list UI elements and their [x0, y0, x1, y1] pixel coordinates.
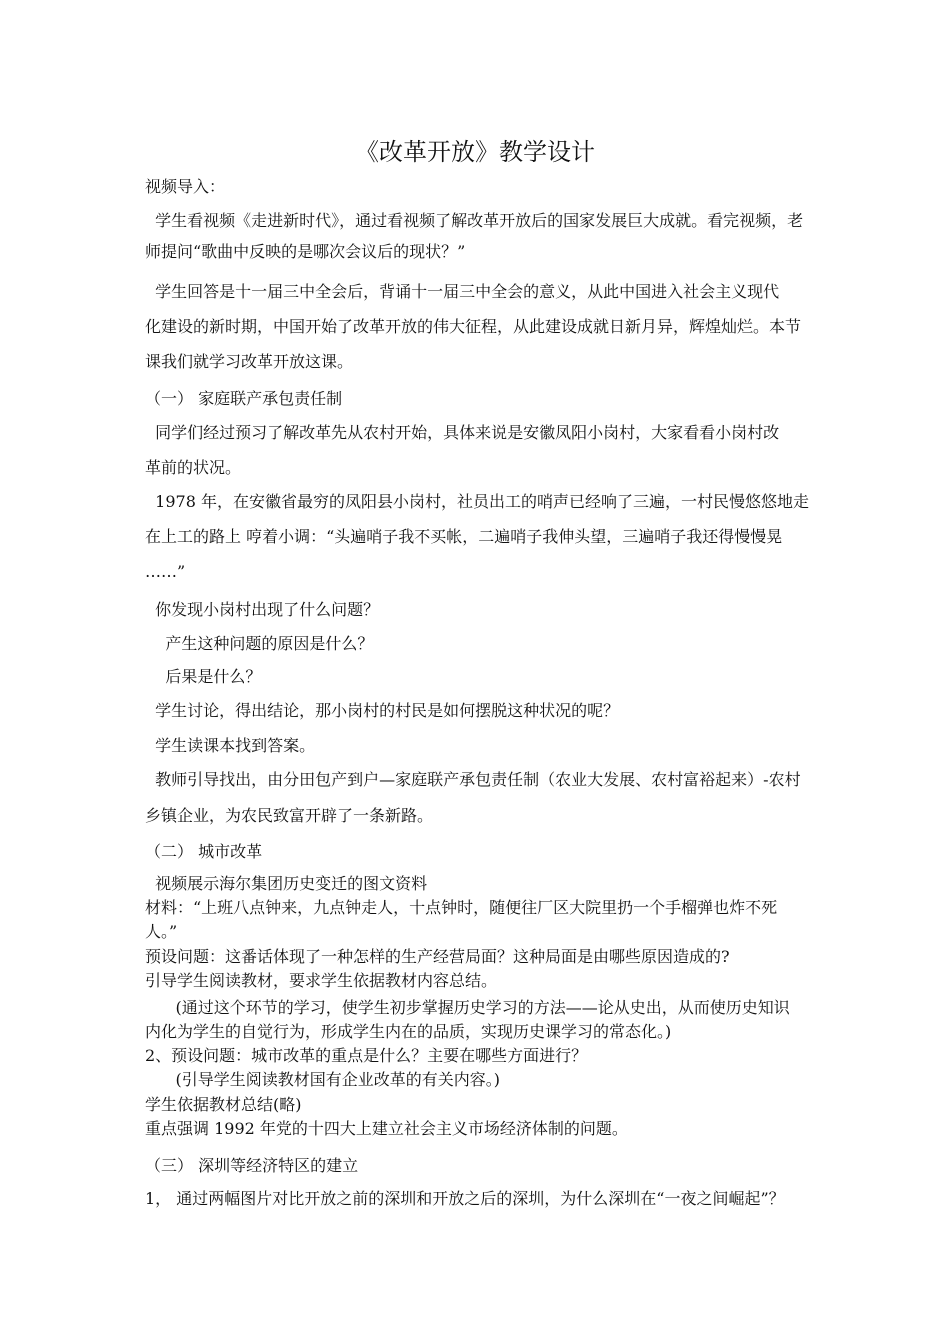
- text-line: 在上工的路上 哼着小调：“头遍哨子我不买帐，二遍哨子我伸头望，三遍哨子我还得慢慢晃: [145, 527, 783, 546]
- text-line: 引导学生阅读教材，要求学生依据教材内容总结。: [145, 971, 498, 990]
- text-line: 重点强调 1992 年党的十四大上建立社会主义市场经济体制的问题。: [145, 1119, 628, 1138]
- text-line: 化建设的新时期，中国开始了改革开放的伟大征程，从此建设成就日新月异，辉煌灿烂。本节: [145, 317, 802, 336]
- text-line: 内化为学生的自觉行为，形成学生内在的品质，实现历史课学习的常态化。): [145, 1022, 672, 1041]
- text-line: 2、预设问题：城市改革的重点是什么？主要在哪些方面进行？: [145, 1046, 588, 1065]
- text-line: 学生读课本找到答案。: [145, 736, 316, 755]
- text-line: 视频展示海尔集团历史变迁的图文资料: [145, 874, 428, 893]
- text-line: ……”: [145, 562, 186, 581]
- text-line: 预设问题：这番话体现了一种怎样的生产经营局面？这种局面是由哪些原因造成的?: [145, 947, 730, 966]
- text-line: 教师引导找出，由分田包产到户—家庭联产承包责任制（农业大发展、农村富裕起来）-农村: [145, 770, 801, 789]
- text-line: 材料：“上班八点钟来，九点钟走人，十点钟时，随便往厂区大院里扔一个手榴弹也炸不死: [145, 898, 778, 917]
- text-line: (通过这个环节的学习，使学生初步掌握历史学习的方法——论从史出，从而使历史知识: [145, 998, 790, 1017]
- text-line: 你发现小岗村出现了什么问题？: [145, 600, 380, 619]
- text-line: 产生这种问题的原因是什么？: [145, 634, 374, 653]
- text-line: 学生回答是十一届三中全会后，背诵十一届三中全会的意义，从此中国进入社会主义现代: [145, 282, 780, 301]
- text-line: 人。”: [145, 922, 178, 941]
- text-line: 师提问“歌曲中反映的是哪次会议后的现状？”: [145, 242, 466, 261]
- text-line: 视频导入：: [145, 177, 226, 196]
- text-line: 1， 通过两幅图片对比开放之前的深圳和开放之后的深圳，为什么深圳在“一夜之间崛起”？: [145, 1189, 785, 1208]
- text-line: 学生依据教材总结(略): [145, 1095, 302, 1114]
- text-line: 学生看视频《走进新时代》，通过看视频了解改革开放后的国家发展巨大成就。看完视频，老: [145, 211, 804, 230]
- text-line: 革前的状况。: [145, 458, 242, 477]
- text-line: 1978 年，在安徽省最穷的凤阳县小岗村，社员出工的哨声已经响了三遍，一村民慢悠悠地走: [145, 492, 809, 511]
- text-line: 学生讨论，得出结论，那小岗村的村民是如何摆脱这种状况的呢？: [145, 701, 620, 720]
- text-line: （二） 城市改革: [145, 842, 263, 861]
- text-line: 课我们就学习改革开放这课。: [145, 352, 354, 371]
- text-line: (引导学生阅读教材国有企业改革的有关内容。): [145, 1070, 501, 1089]
- text-line: （三） 深圳等经济特区的建立: [145, 1156, 359, 1175]
- text-line: 同学们经过预习了解改革先从农村开始，具体来说是安徽凤阳小岗村，大家看看小岗村改: [145, 423, 780, 442]
- document-title: 《改革开放》教学设计: [355, 138, 595, 166]
- text-line: （一） 家庭联产承包责任制: [145, 389, 343, 408]
- text-line: 后果是什么？: [145, 667, 262, 686]
- text-line: 乡镇企业，为农民致富开辟了一条新路。: [145, 806, 434, 825]
